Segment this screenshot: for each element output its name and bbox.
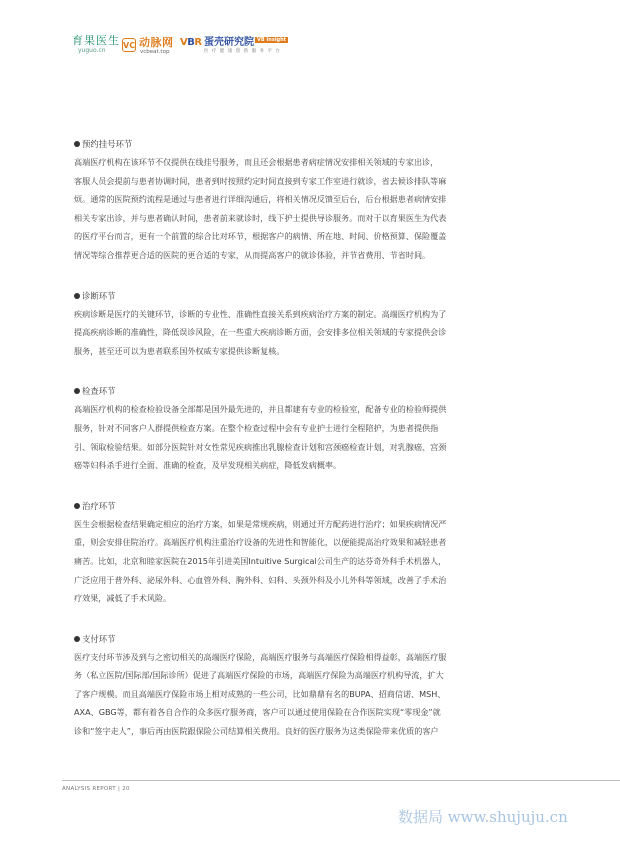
section-heading: 诊断环节: [74, 287, 554, 305]
footer-divider: [62, 780, 620, 781]
section-diagnosis: [74, 287, 554, 361]
section-paragraph: 高端医疗机构的检查检验设备全部都是国外最先进的，并且都建有专业的检验室，配备专业的检验师提供 服务，针对不同客户人群提供检查方案。在整个检查过程中会有专业护士进行全程陪护，为患者提供指 引、领取检验结果。如部分医院针对女性常见疾病推出乳腺检查计划和宫颈癌检查计划，对乳腺癌、宫颈 癌等妇科杀手进行全面、准确的检查，及早发现相关病症，降低发病概率。: [74, 404, 447, 471]
page-header: [0, 0, 620, 62]
bullet-icon: [74, 503, 80, 509]
vbinsight-logo-icon: VBR: [180, 37, 202, 48]
section-payment: [74, 630, 554, 741]
section-paragraph: 医疗支付环节涉及到与之密切相关的高端医疗保险，高端医疗服务与高端医疗保险相得益彰，高端医疗服 务（私立医院/国际部/国际诊所）促进了高端医疗保险的市场，高端医疗保险为高端医疗机构导流，扩大 了客户规模。而且高端医疗保险市场上相对成熟的一些公司，比如鼎鼎有名的BUPA、招商信诺、MSH、 AXA、GBG等，都有着各自合作的众多医疗服务商，客户可以通过使用保险在合作医院实现“零现金”就 诊和“签字走人”，事后再由医院跟保险公司结算相关费用。良好的医疗服务为这类保险带来优质的客户: [74, 651, 447, 737]
page-number: 20: [122, 786, 130, 792]
section-appointment: [74, 135, 554, 265]
footer-label: [62, 786, 130, 792]
bullet-icon: [74, 141, 80, 147]
yuguo-logo-sub: yuguo.cn: [78, 47, 106, 54]
vcbeat-logo-text: 动脉网: [139, 36, 174, 49]
section-heading: 治疗环节: [74, 497, 554, 515]
footer-separator: |: [117, 786, 121, 792]
bullet-icon: [74, 388, 80, 394]
bullet-icon: [74, 636, 80, 642]
section-heading: 支付环节: [74, 630, 554, 648]
yuguo-logo: [72, 34, 120, 54]
section-treatment: [74, 497, 554, 608]
section-paragraph: 高端医疗机构在该环节不仅提供在线挂号服务，而且还会根据患者病症情况安排相关领域的专家出诊， 客服人员会提前与患者协调时间，患者到时按照约定时间直接到专家工作室进行就诊，省去候诊排队等麻 烦。通常的医院预约流程是通过与患者进行详细沟通后，将相关情况反馈至后台，后台根据患者病情安排 相关专家出诊，并与患者确认时间，患者前来就诊时，线下护士提供导诊服务。而对于以育果医生为代表 的医疗平台而言，更有一个前置的综合比对环节，根据客户的病情、所在地、时间、价格预算、保险覆盖 情况等综合推荐更合适的医院的更合适的专家，从而提高客户的就诊体验，并节省费用、节省时间。: [74, 157, 447, 260]
report-body: [74, 135, 554, 763]
vcbeat-logo-icon: VC: [122, 38, 136, 52]
section-paragraph: 疾病诊断是医疗的关键环节，诊断的专业性、准确性直接关系到疾病治疗方案的制定。高端医疗机构为了 提高疾病诊断的准确性，降低误诊风险，在一些重大疾病诊断方面，会安排多位相关领域的专家提供会诊 服务，甚至还可以为患者联系国外权威专家提供诊断复核。: [74, 308, 447, 356]
section-paragraph: 医生会根据检查结果确定相应的治疗方案，如果是常规疾病，则通过开方配药进行治疗；如果疾病情况严 重，则会安排住院治疗。高端医疗机构注重治疗设备的先进性和智能化，以便能提高治疗效果和减轻患者 痛苦。比如，北京和睦家医院在2015年引进美国Intuitive Surgical公司生产的达芬奇外科手术机器人， 广泛应用于普外科、泌尿外科、心血管外科、胸外科、妇科、头颈外科及小儿外科等领域，改善了手术治 疗效果，减低了手术风险。: [74, 518, 447, 604]
watermark: 数据局 www.shujuju.cn: [398, 808, 568, 826]
yuguo-logo-text: 育果医生: [72, 34, 120, 47]
section-examination: [74, 382, 554, 474]
bullet-icon: [74, 293, 80, 299]
footer-report-title: ANALYSIS REPORT: [62, 786, 116, 792]
vbinsight-logo-text: 蛋壳研究院 VB Insight: [204, 37, 287, 48]
vcbeat-logo-sub: vcbeat.top: [140, 49, 170, 55]
section-heading: 预约挂号环节: [74, 135, 554, 153]
section-heading: 检查环节: [74, 382, 554, 400]
vbinsight-logo-sub: 医 疗 健 康 创 新 服 务 平 台: [204, 49, 281, 54]
